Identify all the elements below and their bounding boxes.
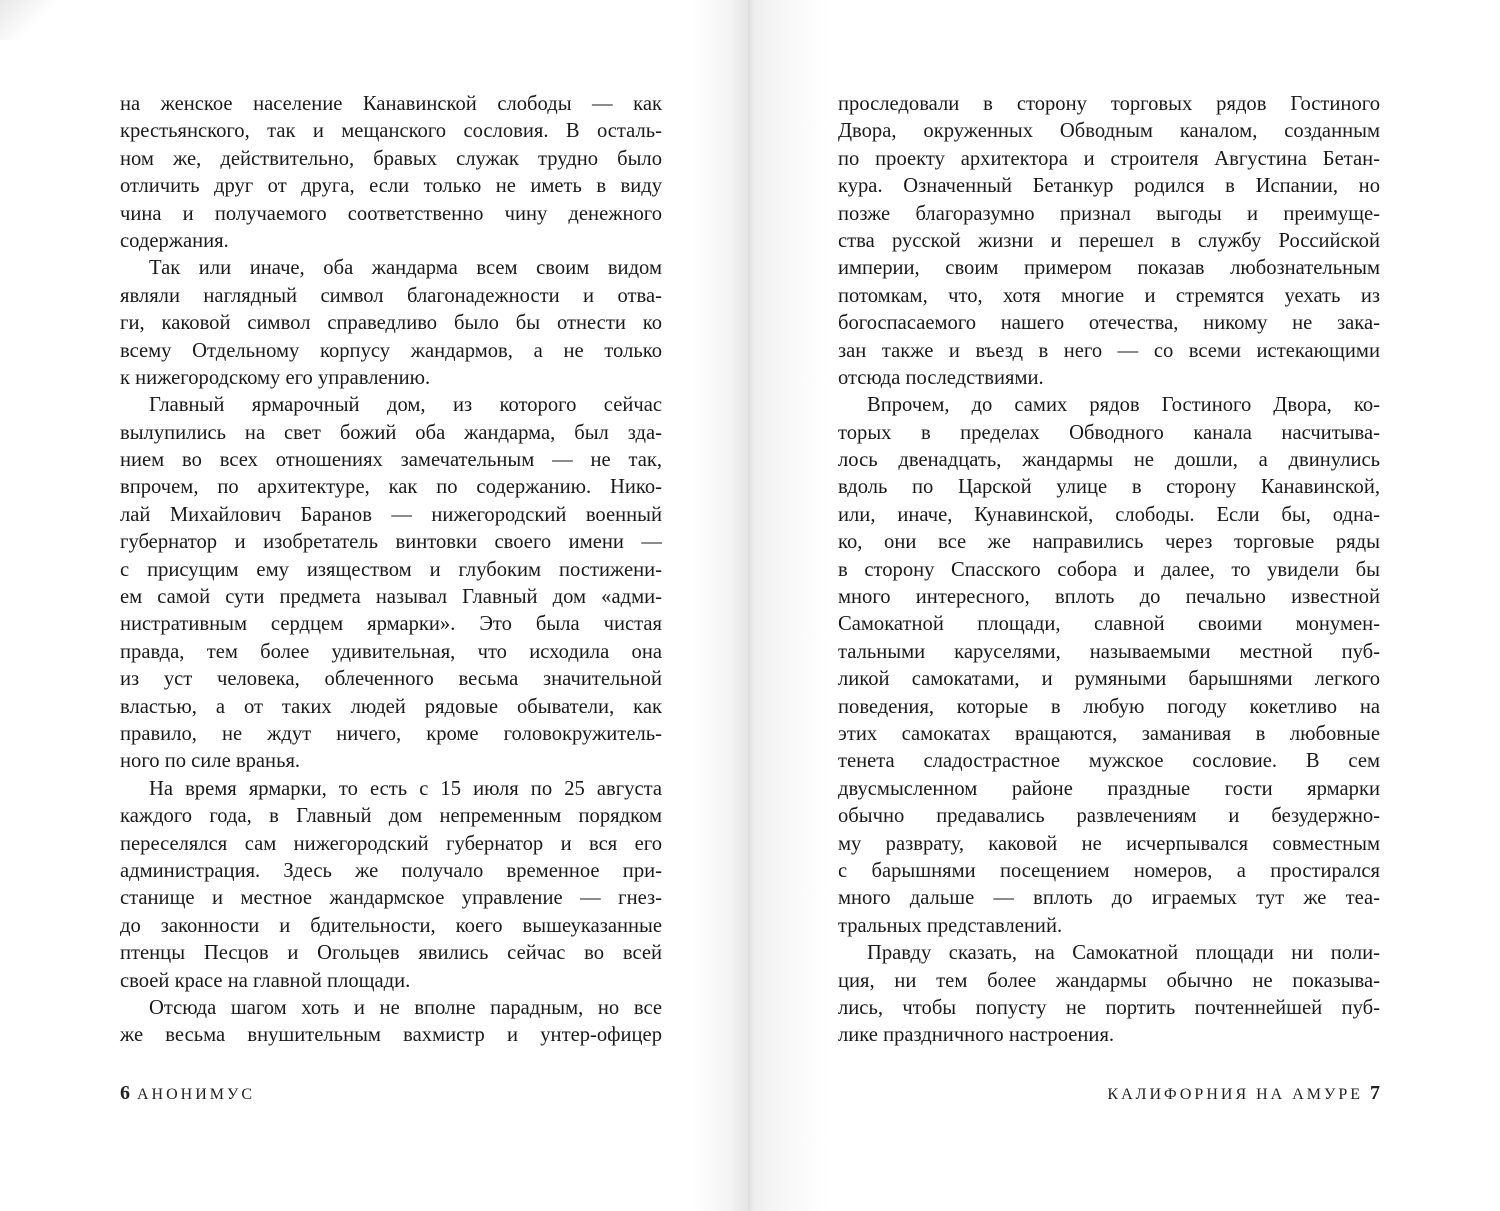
text-line: из уст человека, облеченного весьма значительной	[120, 668, 662, 691]
text-line: администрация. Здесь же получало временное при-	[120, 859, 662, 882]
text-line: позже благоразумно признал выгоды и преимуще-	[838, 202, 1380, 225]
text-line: на женское население Канавинской слободы — как	[120, 93, 662, 115]
text-line: ликой самокатами, и румяными барышнями легкого	[838, 668, 1380, 691]
text-line: лай Михайлович Баранов — нижегородский военный	[120, 503, 662, 526]
text-line: с присущим ему изяществом и глубоким постижени-	[120, 558, 662, 581]
text-line: правило, не ждут ничего, кроме головокружитель-	[120, 722, 662, 745]
text-line: этих самокатах вращаются, заманивая в любовные	[838, 722, 1380, 745]
text-line: Правду сказать, на Самокатной площади ни поли-	[867, 942, 1380, 965]
text-line: много дальше — вплоть до играемых тут же теа-	[838, 887, 1380, 910]
text-line: лике праздничного настроения.	[838, 1024, 1115, 1047]
text-line: вылупились на свет божий оба жандарма, был зда-	[120, 421, 662, 444]
text-line: всему Отдельному корпусу жандармов, а не только	[120, 339, 662, 362]
text-line: Главный ярмарочный дом, из которого сейчас	[149, 394, 662, 417]
text-line: ем самой сути предмета называл Главный дом «адми-	[120, 586, 662, 609]
text-line: Двора, окруженных Обводным каналом, созданным	[838, 120, 1380, 143]
text-line: каждого года, в Главный дом непременным порядком	[120, 805, 662, 828]
text-line: Впрочем, до самих рядов Гостиного Двора, ко-	[867, 394, 1380, 417]
page-corner-shadow	[0, 0, 60, 40]
text-line: проследовали в сторону торговых рядов Гостиного	[838, 93, 1380, 115]
text-line: впрочем, по архитектуре, как по содержанию. Нико-	[120, 476, 662, 499]
text-line: На время ярмарки, то есть с 15 июля по 25 августа	[149, 777, 662, 800]
text-line: лись, чтобы попусту не портить почтеннейшей пуб-	[838, 996, 1380, 1019]
text-line: нистративным сердцем ярмарки». Это была чистая	[120, 613, 662, 636]
text-line: отсюда последствиями.	[838, 366, 1044, 389]
text-line: губернатор и изобретатель винтовки своего имени —	[120, 531, 662, 554]
text-line: тральных представлений.	[838, 914, 1063, 937]
text-line: до законности и бдительности, коего вышеуказанные	[120, 914, 662, 937]
right-page-footer	[1107, 1082, 1380, 1105]
running-head-author: АНОНИМУС	[137, 1086, 255, 1103]
page-number: 6	[120, 1082, 130, 1104]
text-line: с барышнями посещением номеров, а простирался	[838, 859, 1380, 882]
text-line: ного по силе вранья.	[120, 750, 301, 773]
text-line: нием во всех отношениях замечательным — не так,	[120, 449, 662, 472]
text-line: ства русской жизни и перешел в службу Российской	[838, 229, 1380, 252]
text-line: Отсюда шагом хоть и не вполне парадным, но все	[149, 996, 662, 1019]
running-head-title: КАЛИФОРНИЯ НА АМУРЕ	[1107, 1086, 1363, 1103]
text-line: потомкам, что, хотя многие и стремятся уехать из	[838, 284, 1380, 307]
text-line: правда, тем более удивительная, что исходила она	[120, 640, 662, 663]
text-line: в сторону Спасского собора и далее, то увидели бы	[838, 558, 1380, 581]
text-line: чина и получаемого соответственно чину денежного	[120, 202, 662, 225]
text-line: тенета сладострастное мужское сословие. В сем	[838, 750, 1380, 773]
text-line: ко, они все же направились через торговые ряды	[838, 531, 1380, 554]
text-line: двусмысленном районе праздные гости ярмарки	[838, 777, 1380, 800]
text-line: станище и местное жандармское управление — гнез-	[120, 887, 662, 910]
text-line: кура. Означенный Бетанкур родился в Испании, но	[838, 175, 1380, 198]
text-line: лось двенадцать, жандармы не дошли, а двинулись	[838, 449, 1380, 472]
text-line: му разврату, каковой не исчерпывался совместным	[838, 832, 1380, 855]
text-line: своей красе на главной площади.	[120, 969, 411, 992]
text-line: ги, каковой символ справедливо было бы отнести ко	[120, 312, 662, 335]
right-page-body-text	[838, 91, 1380, 1050]
text-line: вдоль по Царской улице в сторону Канавинской,	[838, 476, 1380, 499]
text-line: являли наглядный символ благонадежности и отва-	[120, 284, 662, 307]
page-number: 7	[1370, 1082, 1380, 1104]
text-line: же весьма внушительным вахмистр и унтер-офицер	[120, 1024, 662, 1047]
text-line: поведения, которые в любую погоду кокетливо на	[838, 695, 1380, 718]
text-line: или, иначе, Кунавинской, слободы. Если бы, одна-	[838, 503, 1380, 526]
text-line: крестьянского, так и мещанского сословия. В осталь-	[120, 120, 662, 143]
left-page-footer	[120, 1082, 255, 1105]
text-line: ция, ни тем более жандармы обычно не показыва-	[838, 969, 1380, 992]
text-line: богоспасаемого нашего отечества, никому не зака-	[838, 312, 1380, 335]
text-line: к нижегородскому его управлению.	[120, 366, 431, 389]
text-line: отличить друг от друга, если только не иметь в виду	[120, 175, 662, 198]
text-line: зан также и въезд в него — со всеми истекающими	[838, 339, 1380, 362]
text-line: по проекту архитектора и строителя Августина Бетан-	[838, 147, 1380, 170]
left-page	[0, 0, 748, 1211]
left-page-body-text	[120, 91, 662, 1050]
text-line: содержания.	[120, 229, 229, 252]
text-line: Так или иначе, оба жандарма всем своим видом	[149, 257, 662, 280]
text-line: империи, своим примером показав любознательным	[838, 257, 1380, 280]
text-line: птенцы Песцов и Огольцев явились сейчас во всей	[120, 942, 662, 965]
right-page	[748, 0, 1500, 1211]
text-line: тальными каруселями, называемыми местной пуб-	[838, 640, 1380, 663]
text-line: торых в пределах Обводного канала насчитыва-	[838, 421, 1380, 444]
text-line: властью, а от таких людей рядовые обыватели, как	[120, 695, 662, 718]
text-line: Самокатной площади, славной своими монумен-	[838, 613, 1380, 636]
text-line: переселялся сам нижегородский губернатор и вся его	[120, 832, 662, 855]
text-line: ном же, действительно, бравых служак трудно было	[120, 147, 662, 170]
text-line: много интересного, вплоть до печально известной	[838, 586, 1380, 609]
text-line: обычно предавались развлечениям и безудержно-	[838, 805, 1380, 828]
